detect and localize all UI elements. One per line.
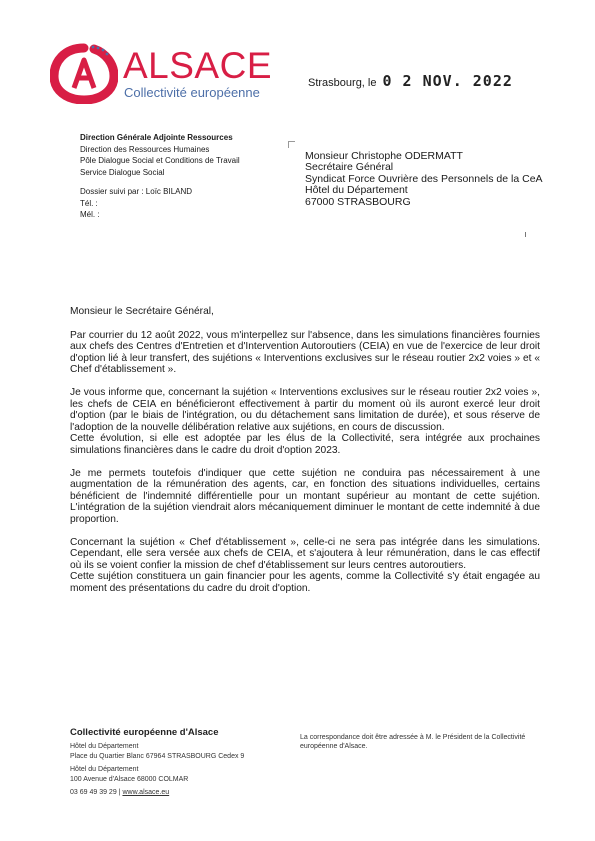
recipient-org: Syndicat Force Ouvrière des Personnels de la CeA	[305, 172, 543, 185]
footer-contact	[70, 788, 530, 797]
city-label: Strasbourg, le	[308, 77, 377, 89]
alsace-emblem-icon	[50, 42, 118, 104]
paragraph-5: Concernant la sujétion « Chef d'établissement », celle-ci ne sera pas intégrée dans les simulations. Cependant, elle sera versée aux chefs de CEIA, et s'ajoutera à leur rémunération, dans le cas effectif où ils se voient confier la mission de chef d'établissement sur leurs centres autoroutiers.	[70, 536, 540, 571]
logo-word: ALSACE	[123, 45, 273, 86]
fold-mark	[288, 141, 295, 148]
footer-address-line: Place du Quartier Blanc 67964 STRASBOURG Cedex 9	[70, 752, 245, 760]
footer-address-line: Hôtel du Département	[70, 743, 139, 751]
footer-separator: |	[118, 789, 121, 797]
paragraph-1: Par courrier du 12 août 2022, vous m'interpellez sur l'absence, dans les simulations financières fournies aux chefs des Centres d'Entretien et d'Intervention Autoroutiers (CEIA) en vue de l'exercice de leur droit d'option lié à leur transfert, des sujétions « Interventions exclusives sur le réseau routier 2x2 voies » et « Chef d'établissement ».	[70, 329, 540, 376]
salutation: Monsieur le Secrétaire Général,	[70, 306, 214, 317]
footer-website-link[interactable]: www.alsace.eu	[122, 789, 170, 797]
footer-title: Collectivité européenne d'Alsace	[70, 727, 219, 738]
sender-service: Service Dialogue Social	[80, 167, 165, 177]
sender-block	[80, 132, 240, 221]
footer-phone: 03 69 49 39 29	[70, 789, 117, 797]
recipient-address	[305, 151, 545, 208]
paragraph-6: Cette sujétion constituera un gain financier pour les agents, comme la Collectivité s'y était engagée au moment des présentations du cadre du droit d'option.	[70, 571, 540, 594]
sender-directorate: Direction Générale Adjointe Ressources	[80, 133, 233, 142]
paragraph-2: Je vous informe que, concernant la sujétion « Interventions exclusives sur le réseau routier 2x2 voies », les chefs de CEIA en bénéficieront effectivement à partir du moment où ils auront exercé leur droit d'option (par le biais de l'intégration, ou du détachement sans limitation de durée), et sous réserve de l'adoption de la nouvelle délibération relative aux sujétions, en cours de discussion.	[70, 386, 540, 433]
tel-label: Tél. :	[80, 198, 98, 208]
footer-address-line: 100 Avenue d'Alsace 68000 COLMAR	[70, 775, 189, 783]
recipient-building: Hôtel du Département	[305, 184, 408, 197]
footer-address-line: Hôtel du Département	[70, 766, 139, 774]
logo-subtitle: Collectivité européenne	[124, 85, 260, 100]
corner-mark	[520, 232, 526, 237]
letter-body	[70, 306, 540, 605]
sender-department: Direction des Ressources Humaines	[80, 144, 210, 154]
date-line	[308, 72, 513, 92]
paragraph-4: Je me permets toutefois d'indiquer que cette sujétion ne conduira pas nécessairement à une augmentation de la rémunération des agents, car, en fonction des situations individuelles, certains bénéficient de l'indemnité différentielle pour un montant supérieur au montant de cette sujétion. L'intégration de la sujétion viendrait alors mécaniquement diminuer le montant de cette indemnité à due proportion.	[70, 467, 540, 525]
recipient-name: Monsieur Christophe ODERMATT	[305, 150, 463, 162]
mail-label: Mél. :	[80, 210, 100, 219]
recipient-city: 67000 STRASBOURG	[305, 195, 411, 208]
alsace-logo	[50, 42, 273, 104]
recipient-title: Secrétaire Général	[305, 161, 394, 174]
paragraph-3: Cette évolution, si elle est adoptée par les élus de la Collectivité, sera intégrée aux prochaines simulations financières dans le cadre du droit d'option 2023.	[70, 433, 540, 456]
correspondence-note: La correspondance doit être adressée à M. le Président de la Collectivité européenne d'Alsace.	[300, 734, 526, 751]
footer-address-colmar	[70, 765, 530, 784]
sender-pole: Pôle Dialogue Social et Conditions de Travail	[80, 156, 240, 165]
date-stamp: 0 2 NOV. 2022	[382, 72, 513, 90]
followed-by: Dossier suivi par : Loïc BILAND	[80, 187, 193, 196]
